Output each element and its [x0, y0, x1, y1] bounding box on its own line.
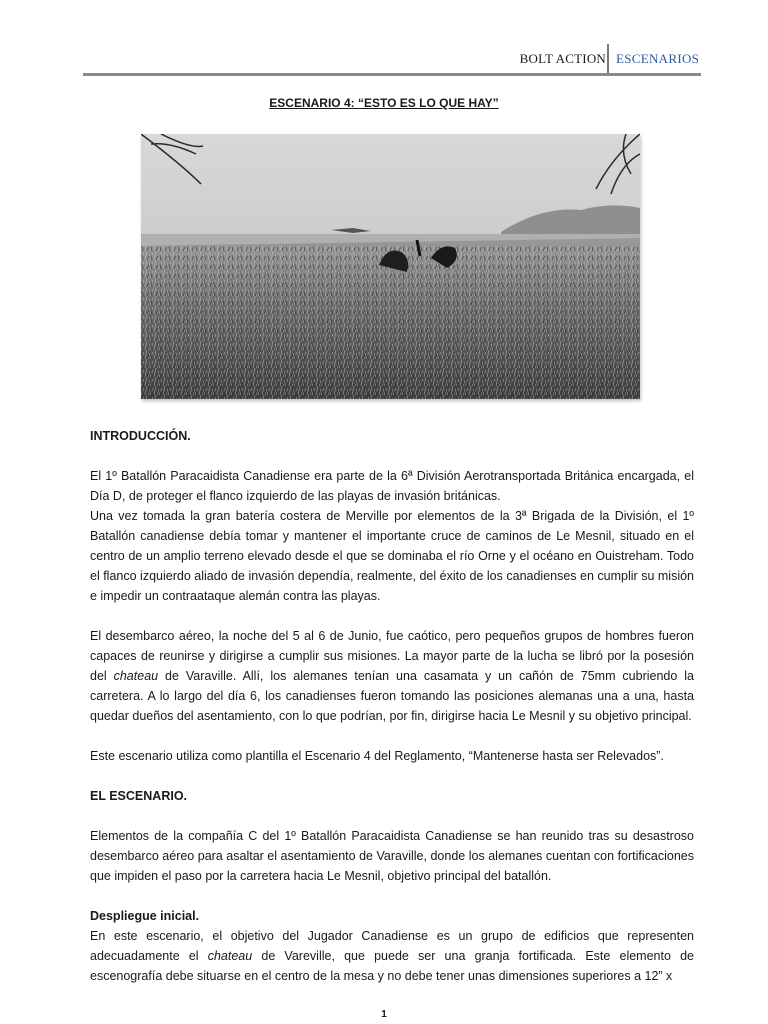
- scenario-heading: EL ESCENARIO.: [90, 789, 188, 803]
- intro-heading: INTRODUCCIÓN.: [90, 429, 191, 443]
- scenario-paragraph-1: Elementos de la compañía C del 1º Batallón Paracaidista Canadiense se han reunido tras su desastroso desembarco aéreo para asaltar el asentamiento de Varaville, donde los alemanes cuentan con fortificaciones que impiden el paso por la carretera hacia Le Mesnil, objetivo principal del batallón.: [90, 829, 694, 883]
- header-book-title: BOLT ACTION: [519, 51, 606, 66]
- intro-paragraph-1: El 1º Batallón Paracaidista Canadiense era parte de la 6ª División Aerotransportada Británica encargada, el Día D, de proteger el flanco izquierdo de las playas de invasión británicas.: [90, 469, 694, 503]
- scenario-paragraph-2: En este escenario, el objetivo del Jugador Canadiense es un grupo de edificios que representen adecuadamente el chateau de Vareville, que puede ser una granja fortificada. Este elemento de escenografía debe situarse en el centro de la mesa y no debe tener unas dimensiones superiores a 12” x: [90, 929, 694, 983]
- document-body: [90, 426, 694, 986]
- intro-paragraph-4: Este escenario utiliza como plantilla el Escenario 4 del Reglamento, “Mantenerse hasta ser Relevados”.: [90, 749, 664, 763]
- intro-paragraph-2: Una vez tomada la gran batería costera de Merville por elementos de la 3ª Brigada de la División, el 1º Batallón canadiense debía tomar y mantener el importante cruce de caminos de Le Mesnil, situado en el centro de un amplio terreno elevado desde el que se dominaba el río Orne y el océano en Ouistreham. Todo el flanco izquierdo aliado de invasión dependía, realmente, del éxito de los canadienses en cumplir su misión e impedir un contraataque alemán contra las playas.: [90, 509, 694, 603]
- header-rule: [83, 73, 701, 76]
- intro-paragraph-3: El desembarco aéreo, la noche del 5 al 6 de Junio, fue caótico, pero pequeños grupos de hombres fueron capaces de reunirse y dirigirse a cumplir sus misiones. La mayor parte de la lucha se libró por la posesión del chateau de Varaville. Allí, los alemanes tenían una casamata y un cañón de 75mm cubriendo la carretera. A lo largo del día 6, los canadienses fueron tomando las posiciones alemanas una a una, hasta quedar dueños del asentamiento, con lo que podrían, por fin, dirigirse hacia Le Mesnil y su objetivo principal.: [90, 629, 694, 723]
- header-section-title: ESCENARIOS: [616, 51, 700, 66]
- page-number: 1: [381, 1009, 387, 1020]
- deployment-heading: Despliegue inicial.: [90, 909, 200, 923]
- battlefield-photo: [141, 134, 640, 399]
- scenario-title: ESCENARIO 4: “ESTO ES LO QUE HAY”: [269, 96, 499, 110]
- header-divider: [607, 44, 609, 74]
